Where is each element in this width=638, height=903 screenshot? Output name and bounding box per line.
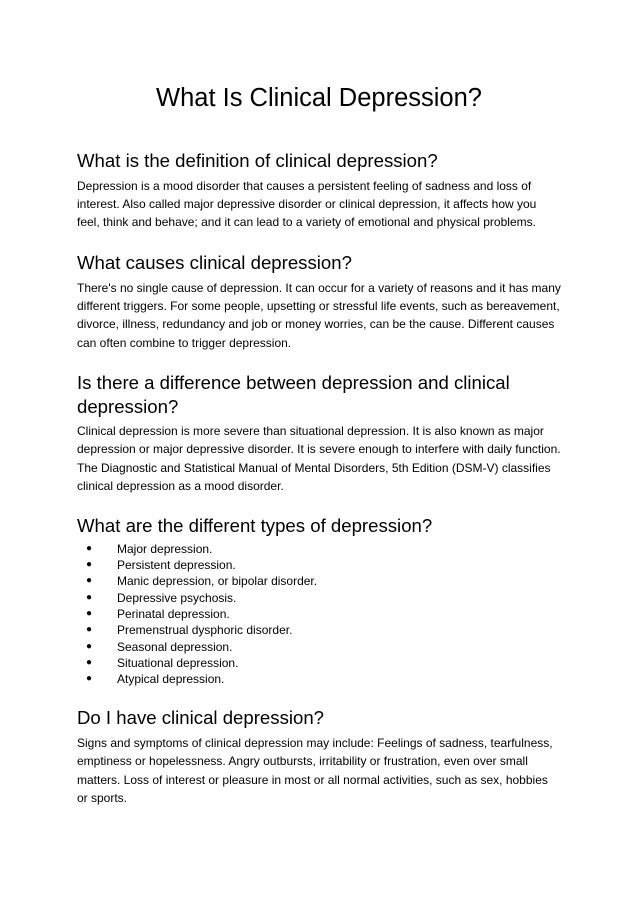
list-item	[77, 590, 561, 606]
bullet-icon: ●	[86, 575, 93, 587]
section-definition	[77, 149, 561, 231]
bullet-icon: ●	[86, 640, 93, 652]
bullet-icon: ●	[86, 673, 93, 685]
list-item	[77, 639, 561, 655]
list-item	[77, 655, 561, 671]
list-item-text: Premenstrual dysphoric disorder.	[117, 623, 293, 638]
list-item	[77, 622, 561, 638]
section-heading: Do I have clinical depression?	[77, 707, 325, 729]
list-item-text: Major depression.	[117, 541, 213, 556]
section-paragraph: Signs and symptoms of clinical depression may include: Feelings of sadness, tearfulness, emptiness or hopelessness. Angry outbursts, irritability or frustration, even over small matters. Loss of interest or pleasure in most or all normal activities, such as sex, hobbies or sports.	[77, 735, 553, 805]
section-heading: What causes clinical depression?	[77, 252, 352, 274]
list-item	[77, 606, 561, 622]
section-paragraph: There's no single cause of depression. It can occur for a variety of reasons and it has many different triggers. For some people, upsetting or stressful life events, such as bereavement, divorce, illness, redundancy and job or money worries, can be the cause. Different causes can often combine to trigger depression.	[77, 280, 561, 350]
list-item-text: Depressive psychosis.	[117, 590, 237, 605]
bullet-icon: ●	[86, 656, 93, 668]
list-item	[77, 557, 561, 573]
section-heading: Is there a difference between depression and clinical depression?	[77, 372, 510, 417]
list-item-text: Persistent depression.	[117, 558, 236, 573]
list-item-text: Seasonal depression.	[117, 639, 233, 654]
types-list	[77, 541, 561, 688]
bullet-icon: ●	[86, 542, 93, 554]
bullet-icon: ●	[86, 624, 93, 636]
bullet-icon: ●	[86, 607, 93, 619]
list-item	[77, 671, 561, 687]
list-item-text: Situational depression.	[117, 655, 239, 670]
list-item-text: Manic depression, or bipolar disorder.	[117, 574, 318, 589]
bullet-icon: ●	[86, 559, 93, 571]
list-item	[77, 541, 561, 557]
section-difference	[77, 371, 561, 495]
section-heading: What is the definition of clinical depression?	[77, 150, 438, 171]
section-paragraph: Clinical depression is more severe than situational depression. It is also known as major depression or major depressive disorder. It is severe enough to interfere with daily function. The Diagnostic and Statistical Manual of Mental Disorders, 5th Edition (DSM-V) classifies clinical depression as a mood disorder.	[77, 424, 561, 493]
list-item	[77, 573, 561, 589]
document-title: What Is Clinical Depression?	[156, 84, 482, 112]
section-types	[77, 514, 561, 687]
section-self-check	[77, 706, 561, 807]
bullet-icon: ●	[86, 591, 93, 603]
section-causes	[77, 251, 561, 352]
section-paragraph: Depression is a mood disorder that causes a persistent feeling of sadness and loss of interest. Also called major depressive disorder or clinical depression, it affects how you feel, think and behave; and it can lead to a variety of emotional and physical problems.	[77, 178, 537, 230]
section-heading: What are the different types of depression?	[77, 515, 433, 537]
list-item-text: Atypical depression.	[117, 672, 225, 687]
list-item-text: Perinatal depression.	[117, 606, 230, 621]
